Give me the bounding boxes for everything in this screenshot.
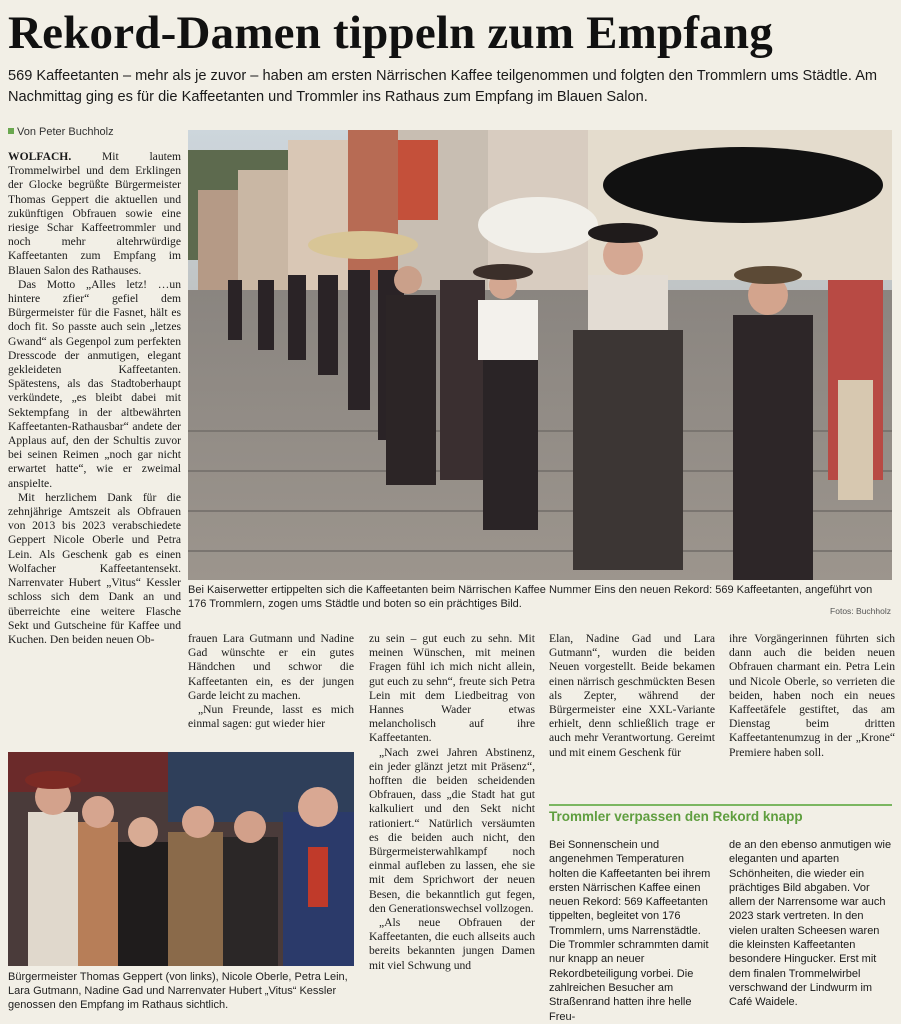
photo-credit: Fotos: Buchholz <box>830 606 891 616</box>
paragraph-7: „Nach zwei Jahren Abstinenz, ein jeder glänzt jetzt mit Präsenz“, hofften die beiden scheidenden Obfrauen, dass „die Stadt hat gut kalkuliert und den Sekt nicht rationiert.“ Natürlich versäumten es die beiden auch nicht, den Bürgermeisterwahlkampf noch einmal aufleben zu lassen, ehe sie mit dem Sprichwort der neuen Besen, die bekanntlich gut fegen, den Generationswechsel vollzogen. <box>369 745 535 915</box>
article-column-2 <box>188 632 354 731</box>
byline-author: Von Peter Buchholz <box>17 126 114 138</box>
dateline: WOLFACH. <box>8 150 72 163</box>
main-photo-caption: Bei Kaiserwetter ertippelten sich die Kaffeetanten beim Närrischen Kaffee Nummer Eins den neuen Rekord: 569 Kaffeetanten, angeführt von 176 Trommlern, zogen ums Städtle und boten so ein prächtiges Bild. <box>188 584 873 610</box>
article-column-4 <box>549 632 715 786</box>
reception-photo-illustration <box>8 752 354 966</box>
main-photo <box>188 130 892 580</box>
paragraph-6: zu sein – gut euch zu sehn. Mit meinen Wünschen, mit meinen Fragen fühl ich mich nicht allein, gut euch zu sehn“, freute sich Petra Lein mit dem Liedbeitrag von Hannes Wader etwas melancholisch auf ihre Kaffeetanten. <box>369 632 535 745</box>
lead-paragraph: 569 Kaffeetanten – mehr als je zuvor – haben am ersten Närrischen Kaffee teilgenommen und folgten den Trommlern ums Städtle. Am Nachmittag ging es für die Kaffeetanten und Trommler ins Rathaus zum Empfang im Blauen Salon. <box>8 68 878 105</box>
paragraph-5: „Nun Freunde, lasst es mich einmal sagen: gut wieder hier <box>188 703 354 731</box>
sidebar-box-column-2: de an den ebenso anmutigen wie eleganten und aparten Schönheiten, die wieder ein prächtiges Bild abgaben. Vor allem der Narrensome war auch 2023 stark vertreten. In den vielen uralten Scheesen waren die kleinsten Kaffeetanten besondere Hingucker. Erst mit dem finalen Trommelwirbel verschwand der Lindwurm im Café Waidele. <box>729 839 892 1009</box>
byline <box>8 126 114 138</box>
sidebar-box-headline: Trommler verpassen den Rekord knapp <box>549 804 892 824</box>
paragraph-3: Mit herzlichem Dank für die zehnjährige Amtszeit als Obfrauen von 2013 bis 2023 verabschiedete Geppert Nicole Oberle und Petra Lein. Als Geschenk gab es einen Wolfacher Kaffeetantensekt. Narrenvater Hubert „Vitus“ Kessler schloss sich dem Dank an und überreichte eine weitere Flasche Sekt und Gutscheine für Kaffee und Kuchen. Den beiden neuen Ob- <box>8 490 181 646</box>
article-column-5 <box>729 632 895 782</box>
parade-photo-illustration <box>188 130 892 580</box>
paragraph-8: „Als neue Obfrauen der Kaffeetanten, die euch allseits auch bereits bekannten jungen Damen mit viel Schwung und <box>369 916 535 972</box>
paragraph-10: ihre Vorgängerinnen führten sich dann auch die beiden neuen Obfrauen charmant ein. Petra Lein und Nicole Oberle, so verrieten die beiden, haben noch ein neues Kaffeetäfele gestiftet, das am Dienstag beim dritten Kaffeetantenumzug in der „Krone“ Premiere haben soll. <box>729 632 895 759</box>
paragraph-9: Elan, Nadine Gad und Lara Gutmann“, wurden die beiden Neuen vorgestellt. Beide bekamen einen närrisch geschmückten Besen als Zepter, während der Bürgermeister eine XXL-Variante erhielt, denn schließlich trage er auch mehr Verantwortung. Gereimt und mit einem Geschenk für <box>549 632 715 759</box>
sidebar-box-column-1: Bei Sonnenschein und angenehmen Temperaturen holten die Kaffeetanten bei ihrem ersten Närrischen Kaffee einen neuen Rekord: 569 Kaffeetanten tippelten, begleitet von 176 Trommlern, ums Narrenstädtle. Die Trommler schrammten damit nur knapp an neuer Rekordbeteiligung vorbei. Die zahlreichen Besucher am Straßenrand hatten ihre helle Freu- <box>549 839 711 1023</box>
byline-marker-icon <box>8 128 14 134</box>
paragraph-2: Das Motto „Alles letz! …un hintere zfier“ gefiel dem Bürgermeister für die Fasnet, hält es doch fit. So passte auch sein „letzes Gwand“ als Gegenpol zum perfekten Dresscode der anmutigen, elegant gekleideten Kaffeetanten. Spätestens, als das Stadtoberhaupt verkündete, „es bleibt dabei mit Sektempfang in der altbewährten Kaffeetanten-Rathausbar“ andete der Applaus auf, den der Schultis zuvor bei seinen Reimen „noch gar nicht erwartet hatte“, wie er zweimal anspielte. <box>8 277 181 490</box>
article-column-1 <box>8 150 181 738</box>
reception-photo <box>8 752 354 966</box>
article-column-3 <box>369 632 535 1017</box>
paragraph-1 <box>8 150 181 278</box>
headline: Rekord-Damen tippeln zum Empfang <box>8 7 773 59</box>
paragraph-4: frauen Lara Gutmann und Nadine Gad wünschte er ein gutes Händchen und schwor die Kaffeetanten ein, es der jungen Garde leicht zu machen. <box>188 632 354 702</box>
reception-photo-caption: Bürgermeister Thomas Geppert (von links), Nicole Oberle, Petra Lein, Lara Gutmann, Nadine Gad und Narrenvater Hubert „Vitus“ Kessler genossen den Empfang im Rathaus sichtlich. <box>8 971 348 1011</box>
paragraph-1-text: Mit lautem Trommelwirbel und dem Erklingen der Glocke begrüßte Bürgermeister Thomas Geppert die aktuellen und zukünftigen Obfrauen sowie eine riesige Schar Kaffeetrommler und noch mehr altehrwürdige Kaffeetanten zum Empfang im Blauen Salon des Rathauses. <box>8 150 181 277</box>
